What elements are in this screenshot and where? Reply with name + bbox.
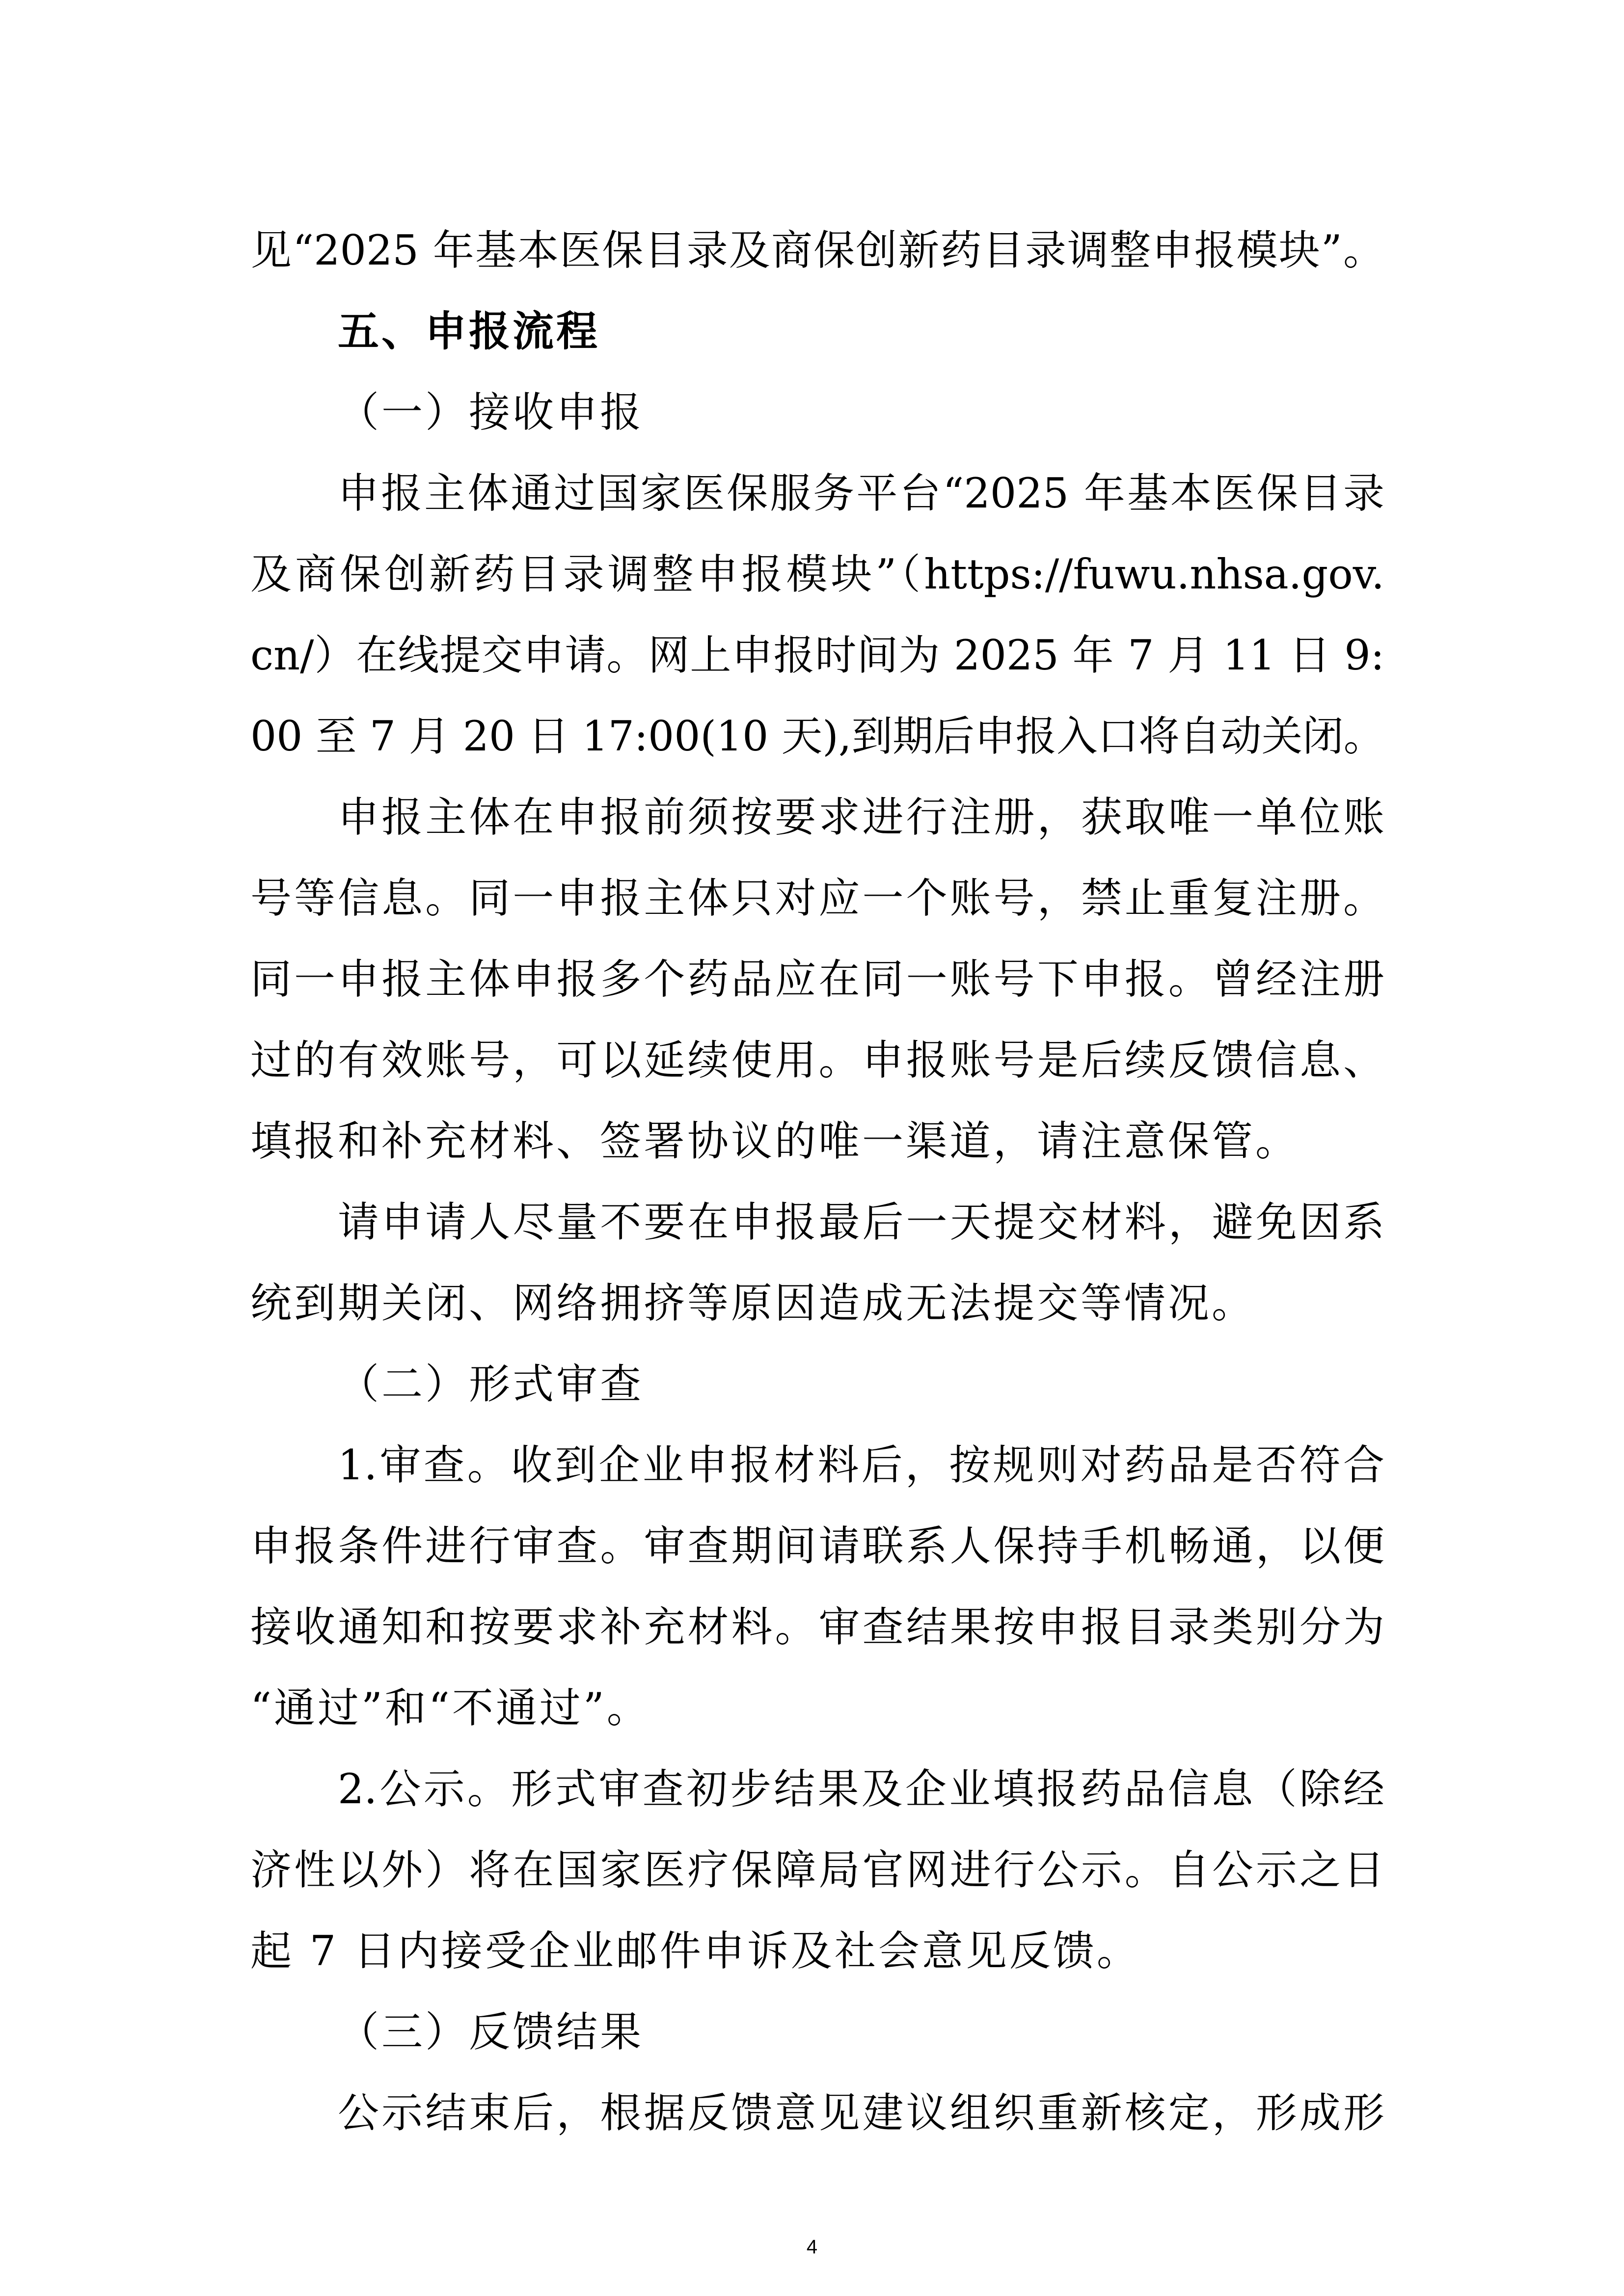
- paragraph-line: 同一申报主体申报多个药品应在同一账号下申报。曾经注册: [250, 955, 1384, 1003]
- paragraph-line: 济性以外）将在国家医疗保障局官网进行公示。自公示之日: [250, 1846, 1384, 1894]
- paragraph-line: 请申请人尽量不要在申报最后一天提交材料，避免因系: [338, 1198, 1384, 1246]
- paragraph-line: 填报和补充材料、签署协议的唯一渠道，请注意保管。: [250, 1117, 1299, 1165]
- paragraph-line: 起 7 日内接受企业邮件申诉及社会意见反馈。: [250, 1927, 1140, 1975]
- paragraph-line: “通过”和“不通过”。: [250, 1684, 650, 1732]
- paragraph-line: 见“2025 年基本医保目录及商保创新药目录调整申报模块”。: [250, 226, 1384, 274]
- paragraph-line: 2.公示。形式审查初步结果及企业填报药品信息（除经: [338, 1765, 1384, 1813]
- subsection-heading: （一）接收申报: [338, 388, 644, 436]
- paragraph-line: 号等信息。同一申报主体只对应一个账号，禁止重复注册。: [250, 874, 1384, 922]
- paragraph-line: 申报主体通过国家医保服务平台“2025 年基本医保目录: [338, 469, 1384, 517]
- paragraph-line: cn/）在线提交申请。网上申报时间为 2025 年 7 月 11 日 9:: [250, 631, 1384, 679]
- paragraph-line: 统到期关闭、网络拥挤等原因造成无法提交等情况。: [250, 1279, 1256, 1327]
- section-heading: 五、申报流程: [338, 307, 600, 355]
- subsection-heading: （三）反馈结果: [338, 2008, 644, 2056]
- paragraph-line: 1.审查。收到企业申报材料后，按规则对药品是否符合: [338, 1441, 1384, 1489]
- paragraph-line: 接收通知和按要求补充材料。审查结果按申报目录类别分为: [250, 1603, 1384, 1651]
- subsection-heading: （二）形式审查: [338, 1360, 644, 1408]
- paragraph-line: 申报条件进行审查。审查期间请联系人保持手机畅通，以便: [250, 1522, 1384, 1570]
- paragraph-line: 公示结束后，根据反馈意见建议组织重新核定，形成形: [338, 2089, 1384, 2137]
- paragraph-line: 过的有效账号，可以延续使用。申报账号是后续反馈信息、: [250, 1036, 1384, 1084]
- paragraph-line: 及商保创新药目录调整申报模块”（https://fuwu.nhsa.gov.: [250, 550, 1384, 598]
- page-number: 4: [806, 2236, 818, 2258]
- paragraph-line: 申报主体在申报前须按要求进行注册，获取唯一单位账: [338, 793, 1384, 841]
- paragraph-line: 00 至 7 月 20 日 17:00(10 天),到期后申报入口将自动关闭。: [250, 712, 1385, 760]
- body-text: [250, 210, 1384, 2154]
